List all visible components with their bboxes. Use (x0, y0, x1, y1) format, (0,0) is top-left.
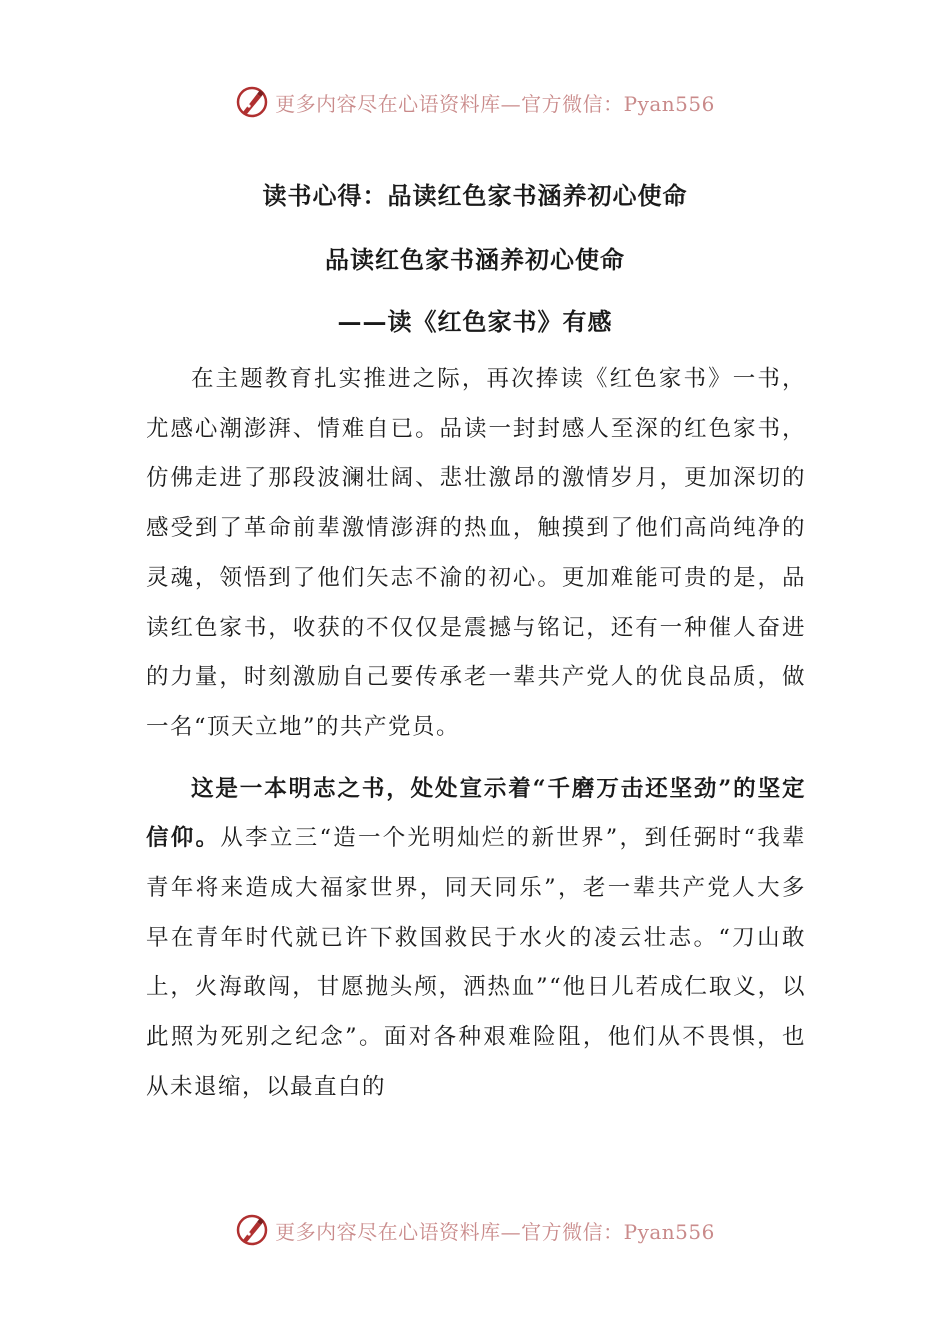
document-title: 读书心得：品读红色家书涵养初心使命 (262, 181, 688, 210)
document-subtitle-byline: ——读《红色家书》有感 (337, 307, 613, 336)
paragraph-2-lead: 这是一本明志之书，处处宣示着“千磨万击还坚劲”的坚定信仰。 (146, 775, 806, 852)
document-body (146, 355, 806, 1113)
document-subtitle: 品读红色家书涵养初心使命 (325, 245, 625, 274)
header-banner (0, 80, 950, 124)
footer-banner (0, 1208, 950, 1252)
paragraph-1 (146, 355, 806, 753)
banner-text: 更多内容尽在心语资料库—官方微信：Pyan556 (275, 1219, 715, 1244)
pen-nib-circle-icon (235, 1213, 269, 1247)
paragraph-2 (146, 765, 806, 1113)
paragraph-1-text: 在主题教育扎实推进之际，再次捧读《红色家书》一书，尤感心潮澎湃、情难自已。品读一封封感人至深的红色家书，仿佛走进了那段波澜壮阔、悲壮激昂的激情岁月，更加深切的感受到了革命前辈激情澎湃的热血，触摸到了他们高尚纯净的灵魂，领悟到了他们矢志不渝的初心。更加难能可贵的是，品读红色家书，收获的不仅仅是震撼与铭记，还有一种催人奋进的力量，时刻激励自己要传承老一辈共产党人的优良品质，做一名“顶天立地”的共产党员。 (146, 366, 806, 740)
banner-text: 更多内容尽在心语资料库—官方微信：Pyan556 (275, 91, 715, 116)
paragraph-2-text: 从李立三“造一个光明灿烂的新世界”，到任弼时“我辈青年将来造成大福家世界，同天同乐”，老一辈共产党人大多早在青年时代就已许下救国救民于水火的凌云壮志。“刀山敢上，火海敢闯，甘愿抛头颅，洒热血”“他日儿若成仁取义，以此照为死别之纪念”。面对各种艰难险阻，他们从不畏惧，也从未退缩，以最直白的 (146, 825, 806, 1100)
pen-nib-circle-icon (235, 85, 269, 119)
